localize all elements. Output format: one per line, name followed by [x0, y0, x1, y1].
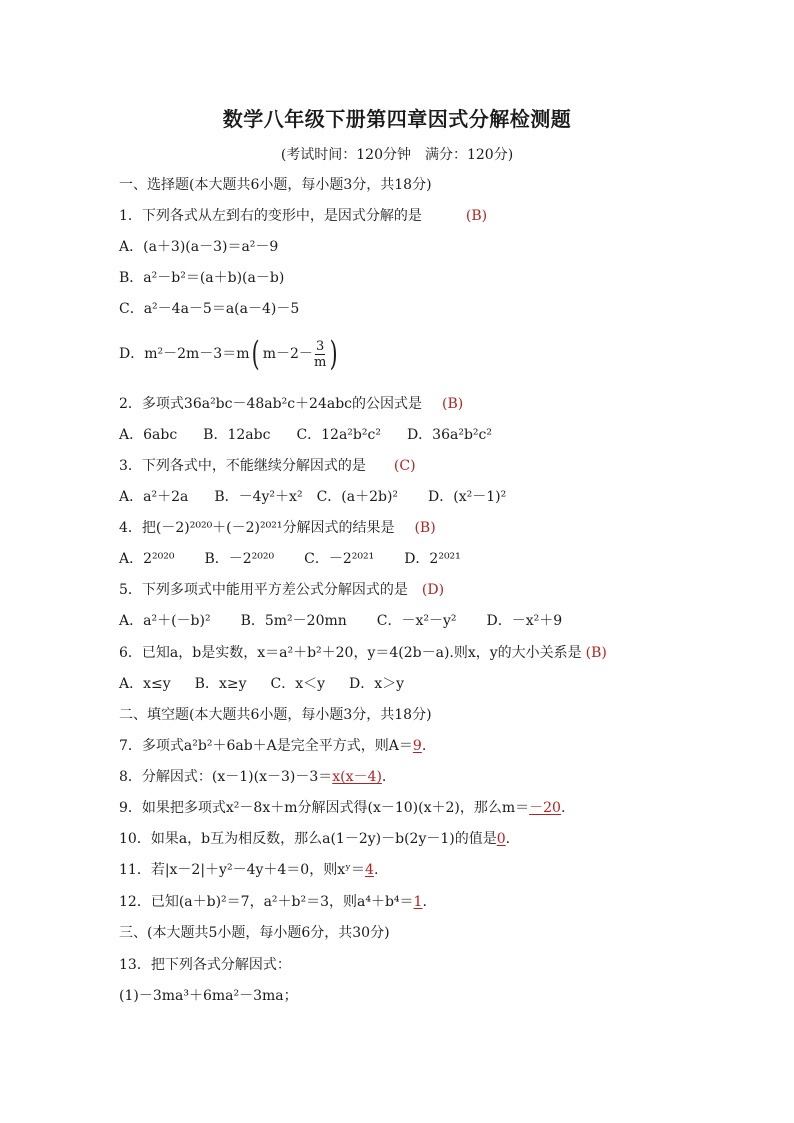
question-stem: 8．分解因式：(x－1)(x－3)－3＝ [119, 769, 333, 785]
option-a: A．a²＋2a [119, 489, 189, 505]
answer-choice: (B) [414, 520, 436, 536]
answer-choice: (B) [585, 645, 607, 661]
option-b: B．－4y²＋x² [214, 489, 303, 505]
question-11 [119, 860, 378, 880]
option-a: A．a²＋(－b)² [119, 613, 211, 629]
period: . [422, 894, 427, 910]
question-stem: 10．如果a，b互为相反数，那么a(1－2y)－b(2y－1)的值是 [119, 831, 497, 847]
question-5 [119, 580, 444, 600]
fraction [314, 339, 326, 370]
option-d-prefix: D．m²－2m－3＝m [119, 346, 250, 362]
question-7 [119, 736, 426, 756]
options-row [119, 674, 404, 694]
option-d: D．－x²＋9 [486, 613, 563, 629]
left-paren: ( [252, 334, 261, 374]
question-3 [119, 456, 416, 476]
option-a: A．2²⁰²⁰ [119, 551, 175, 567]
period: . [560, 800, 566, 816]
period: . [381, 769, 387, 785]
answer-choice: (D) [421, 582, 445, 598]
fill-answer: x(x－4) [332, 769, 382, 785]
option-a: A．6abc [119, 427, 178, 443]
option-d: D．x＞y [349, 676, 405, 692]
option-d [119, 336, 341, 372]
fill-answer: 4 [365, 862, 374, 878]
fraction-numerator: 3 [315, 338, 325, 354]
question-6 [119, 643, 607, 663]
section-heading: 二、填空题(本大题共6小题，每小题3分，共18分) [119, 707, 432, 723]
question-stem: 3．下列各式中，不能继续分解因式的是 [119, 458, 366, 474]
option-c: C．－x²－y² [376, 613, 457, 629]
option-c: C．(a＋2b)² [316, 489, 399, 505]
question-8 [119, 767, 386, 787]
question-stem: 2．多项式36a²bc－48ab²c＋24abc的公因式是 [119, 396, 423, 412]
section-heading: 三、(本大题共5小题，每小题6分，共30分) [119, 925, 390, 941]
options-row [119, 549, 461, 569]
period: . [505, 831, 511, 847]
option-b: B．－2²⁰²⁰ [204, 551, 275, 567]
question-9 [119, 798, 565, 818]
options-row [119, 425, 492, 445]
right-paren: ) [329, 334, 338, 374]
option-c: C．12a²b²c² [296, 427, 381, 443]
answer-choice: (B) [465, 208, 488, 224]
option-a: A．x≤y [119, 676, 171, 692]
answer-choice: (C) [393, 458, 416, 474]
question-stem: 12．已知(a＋b)²＝7，a²＋b²＝3，则a⁴＋b⁴＝ [119, 894, 414, 910]
option-c: C．a²－4a－5＝a(a－4)－5 [119, 301, 300, 317]
option-b: B．12abc [203, 427, 271, 443]
question-stem: 6．已知a，b是实数，x＝a²＋b²＋20，y＝4(2b－a).则x，y的大小关系是 [119, 645, 582, 661]
option-d: D．(x²－1)² [428, 489, 507, 505]
question-2 [119, 394, 463, 414]
fill-answer: －20 [529, 800, 561, 816]
options-row [119, 611, 562, 631]
question-10 [119, 829, 510, 849]
question-stem: 9．如果把多项式x²－8x＋m分解因式得(x－10)(x＋2)，那么m＝ [119, 800, 530, 816]
options-row [119, 487, 506, 507]
period: . [421, 738, 427, 754]
section-heading: 一、选择题(本大题共6小题，每小题3分，共18分) [119, 177, 432, 193]
page-title: 数学八年级下册第四章因式分解检测题 [222, 107, 572, 131]
question-4 [119, 518, 436, 538]
question-13-part-1: (1)－3ma³＋6ma²－3ma； [119, 988, 298, 1004]
question-1 [119, 206, 487, 226]
question-13: 13．把下列各式分解因式： [119, 957, 291, 973]
option-b: B．5m²－20mn [240, 613, 347, 629]
option-c: C．x＜y [270, 676, 326, 692]
question-stem: 5．下列多项式中能用平方差公式分解因式的是 [119, 582, 408, 598]
option-c: C．－2²⁰²¹ [304, 551, 375, 567]
option-d: D．2²⁰²¹ [404, 551, 461, 567]
answer-choice: (B) [442, 396, 464, 412]
question-12 [119, 892, 427, 912]
question-stem: 4．把(－2)²⁰²⁰＋(－2)²⁰²¹分解因式的结果是 [119, 520, 395, 536]
option-b: B．a²－b²＝(a＋b)(a－b) [119, 270, 285, 286]
fill-answer: 1 [413, 894, 423, 910]
exam-info: (考试时间：120分钟 满分：120分) [280, 147, 514, 163]
period: . [373, 862, 379, 878]
option-b: B．x≥y [194, 676, 247, 692]
fill-answer: 0 [496, 831, 506, 847]
option-d: D．36a²b²c² [406, 427, 492, 443]
fraction-denominator: m [313, 354, 327, 370]
question-stem: 7．多项式a²b²＋6ab＋A是完全平方式，则A＝ [119, 738, 413, 754]
question-stem: 1．下列各式从左到右的变形中，是因式分解的是 [119, 208, 422, 224]
question-stem: 11．若|x－2|＋y²－4y＋4＝0，则xʸ＝ [119, 862, 366, 878]
fill-answer: 9 [412, 738, 422, 754]
option-a: A．(a＋3)(a－3)＝a²－9 [119, 239, 279, 255]
option-d-inner: m－2－ [262, 346, 313, 362]
